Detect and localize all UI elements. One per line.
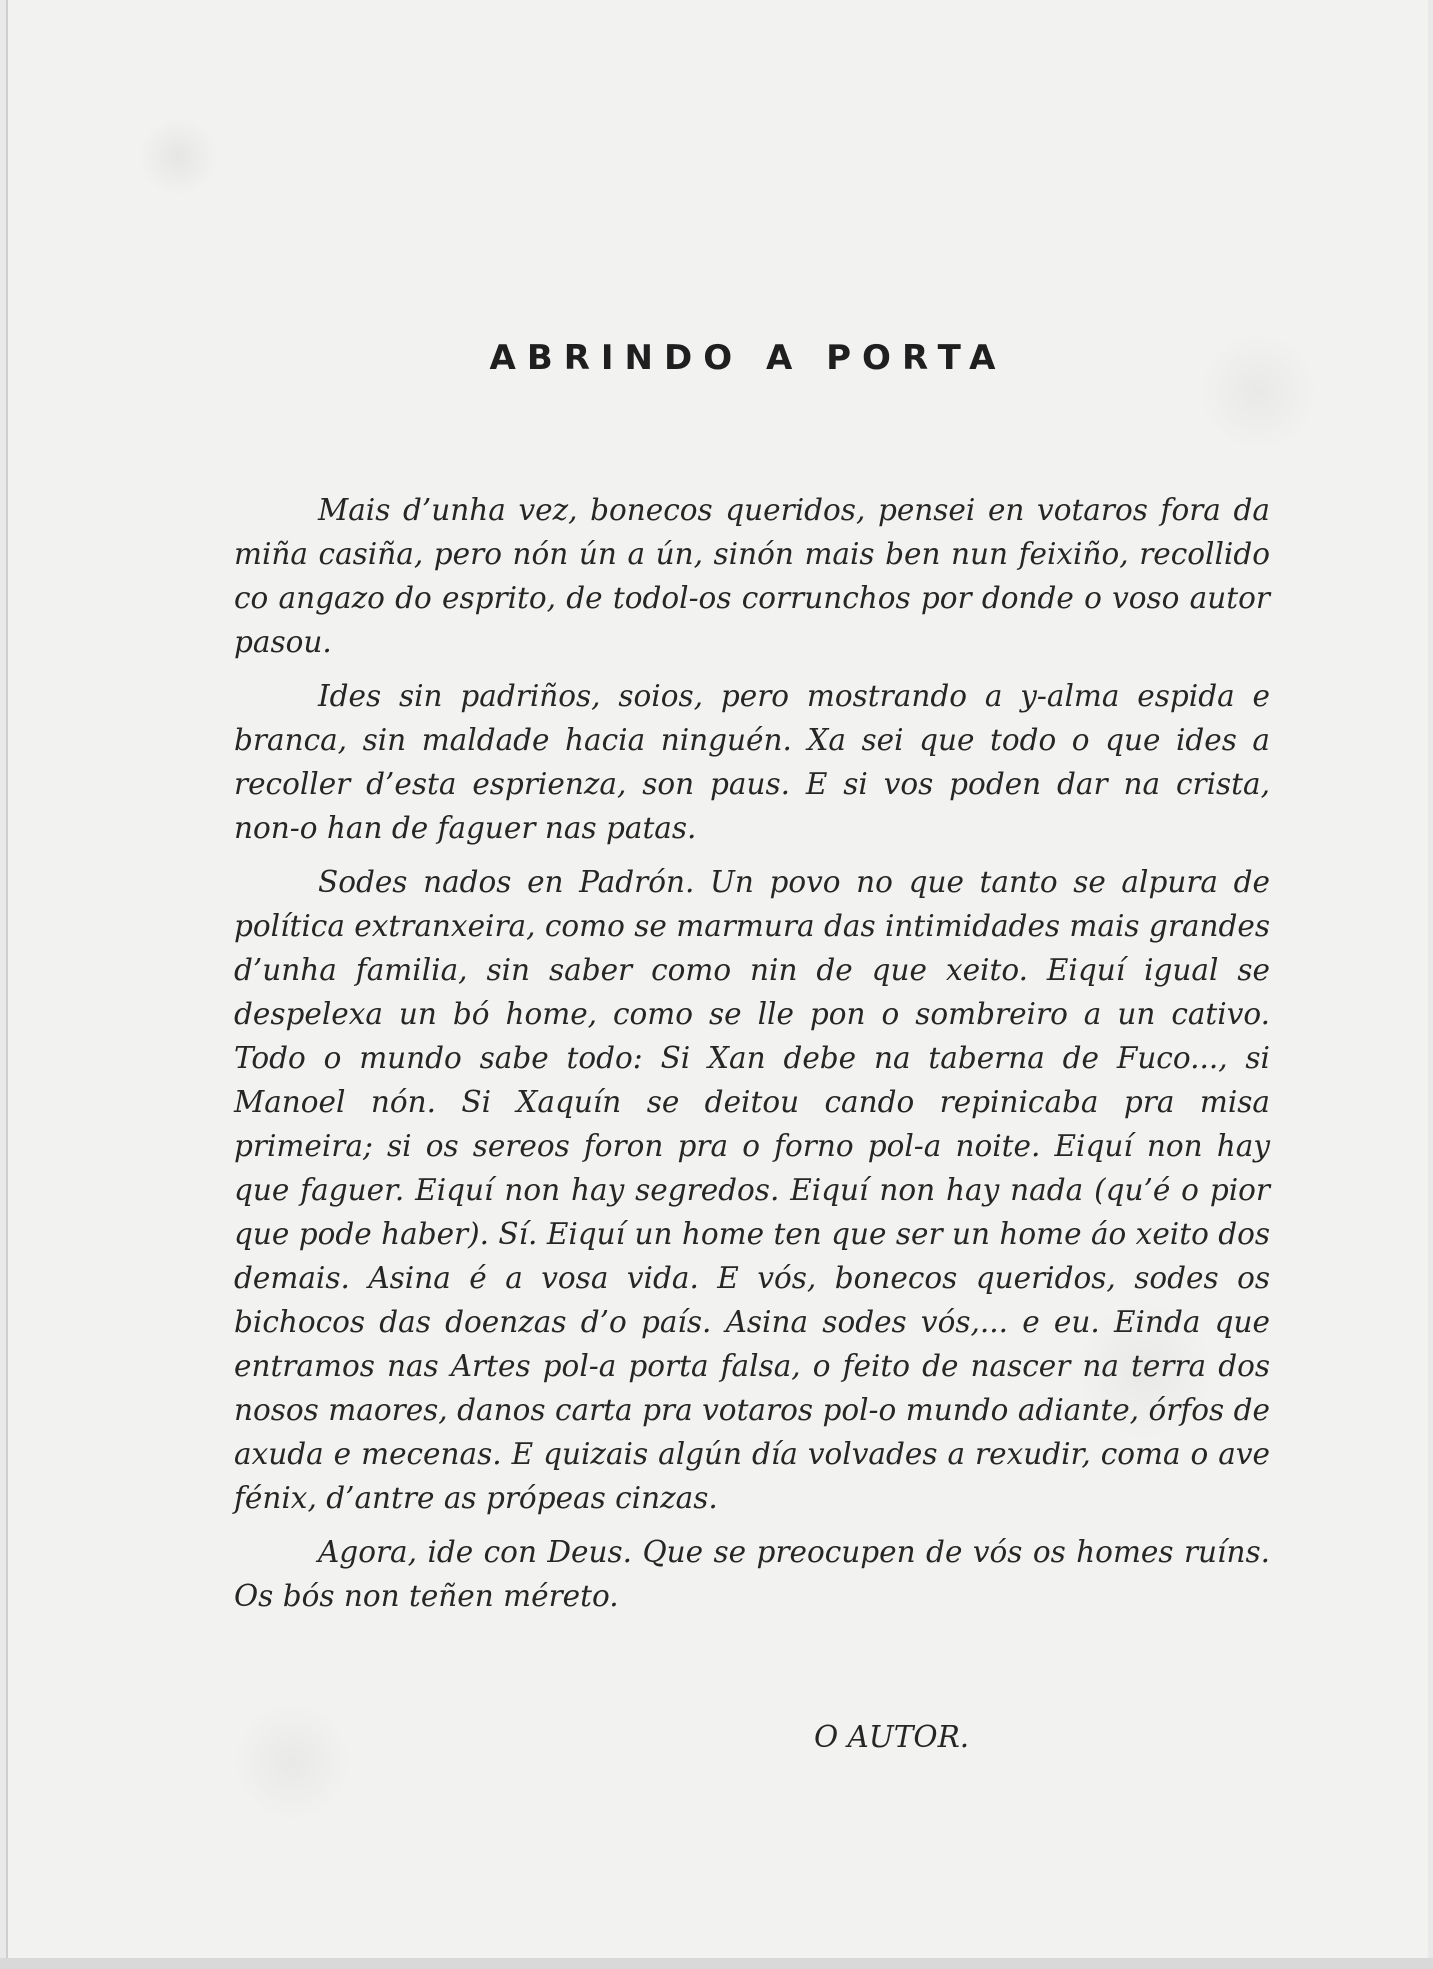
paragraph-3: Sodes nados en Padrón. Un povo no que tanto se alpura de política extranxeira, como se marmura das intimidades mais grandes d’unha familia, sin saber como nin de que xeito. Eiquí igual se despelexa un bó home, como se lle pon o sombreiro a un cativo. Todo o mundo sabe todo: Si Xan debe na taberna de Fuco..., si Manoel nón. Si Xaquín se deitou cando repinicaba pra misa primeira; si os sereos foron pra o forno pol-a noite. Eiquí non hay que faguer. Eiquí non hay segredos. Eiquí non hay nada (qu’é o pior que pode haber). Sí. Eiquí un home ten que ser un home áo xeito dos demais. Asina é a vosa vida. E vós, bonecos queridos, sodes os bichocos das doenzas d’o país. Asina sodes vós,... e eu. Einda que entramos nas Artes pol-a porta falsa, o feito de nascer na terra dos nosos maores, danos carta pra votaros pol-o mundo adiante, órfos de axuda e mecenas. E quizais algún día volvades a rexudir, coma o ave fénix, d’antre as própeas cinzas. xyxy=(234,865,1270,1515)
page-title: ABRINDO A PORTA xyxy=(489,338,1007,378)
page-bottom-edge xyxy=(0,1958,1433,1969)
body-text xyxy=(234,488,1270,1628)
paragraph-4: Agora, ide con Deus. Que se preocupen de vós os homes ruíns. Os bós non teñen méreto. xyxy=(234,1535,1270,1613)
author-signature: O AUTOR. xyxy=(814,1720,970,1754)
book-page xyxy=(6,0,1428,1958)
paragraph-1: Mais d’unha vez, bonecos queridos, pensei en votaros fora da miña casiña, pero nón ún a ún, sinón mais ben nun feixiño, recollido co angazo do esprito, de todol-os corrunchos por donde o voso autor pasou. xyxy=(234,493,1270,659)
paragraph-2: Ides sin padriños, soios, pero mostrando a y-alma espida e branca, sin maldade hacia ninguén. Xa sei que todo o que ides a recoller d’esta esprienza, son paus. E si vos poden dar na crista, non-o han de faguer nas patas. xyxy=(234,679,1270,845)
